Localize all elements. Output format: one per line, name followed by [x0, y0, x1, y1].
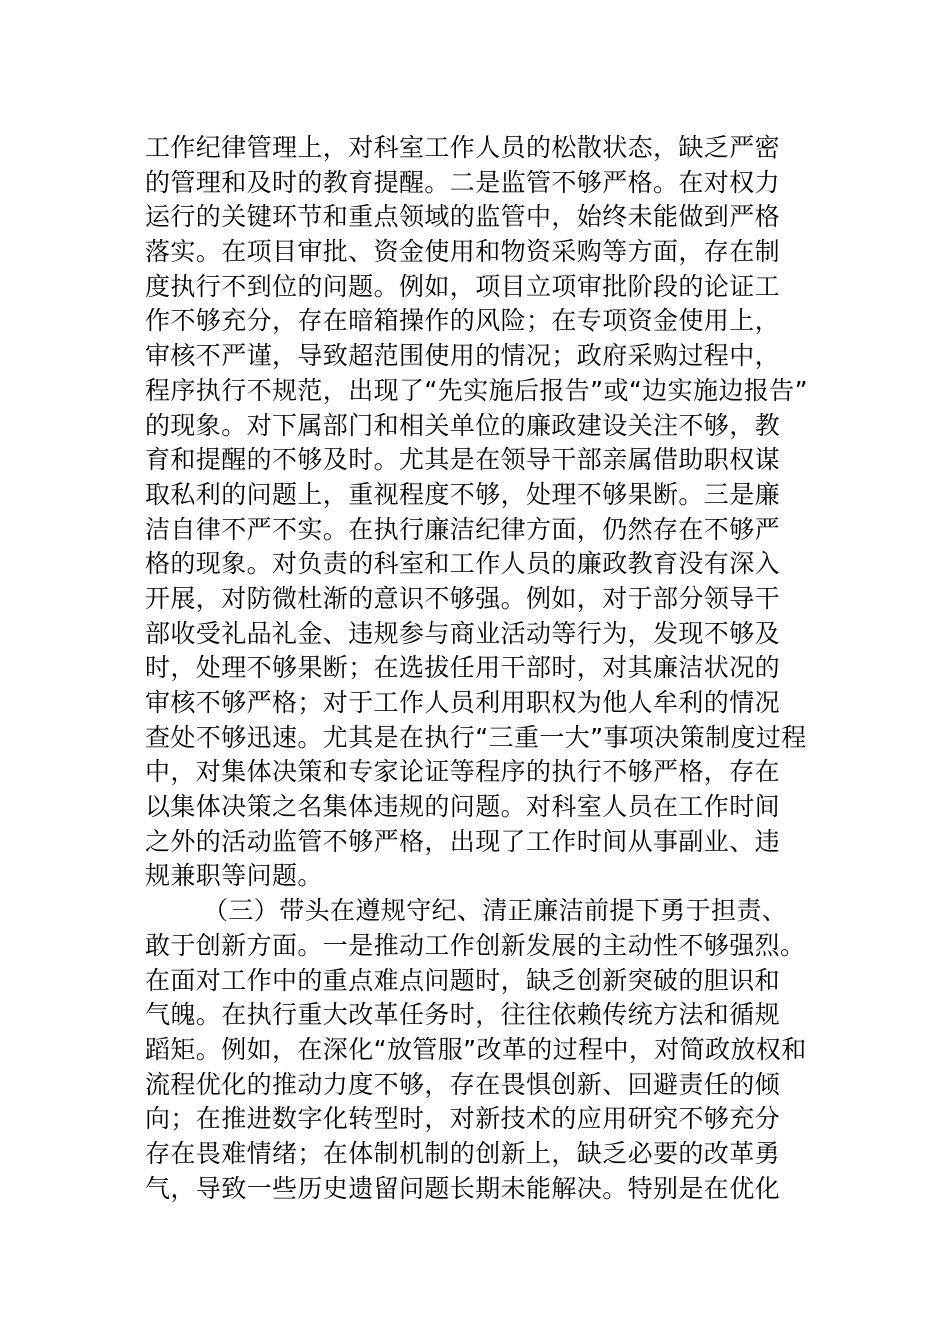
text-line: 部收受礼品礼金、违规参与商业活动等行为，发现不够及 [145, 618, 781, 648]
text-line: 蹈矩。例如，在深化“放管服”改革的过程中，对简政放权和 [145, 1034, 807, 1064]
text-line: 运行的关键环节和重点领域的监管中，始终未能做到严格 [145, 202, 781, 232]
text-line: 时，处理不够果断；在选拔任用干部时，对其廉洁状况的 [145, 653, 781, 683]
text-line: 落实。在项目审批、资金使用和物资采购等方面，存在制 [145, 237, 781, 267]
text-line: 以集体决策之名集体违规的问题。对科室人员在工作时间 [145, 792, 781, 822]
text-line: 敢于创新方面。一是推动工作创新发展的主动性不够强烈。 [145, 930, 806, 960]
section-heading-line: （三）带头在遵规守纪、清正廉洁前提下勇于担责、 [203, 896, 788, 926]
text-line: 中，对集体决策和专家论证等程序的执行不够严格，存在 [145, 757, 781, 787]
text-line: 洁自律不严不实。在执行廉洁纪律方面，仍然存在不够严 [145, 514, 781, 544]
text-line: 程序执行不规范，出现了“先实施后报告”或“边实施边报告” [145, 375, 809, 405]
text-line: 开展，对防微杜渐的意识不够强。例如，对于部分领导干 [145, 583, 781, 613]
text-line: 存在畏难情绪；在体制机制的创新上，缺乏必要的改革勇 [145, 1138, 781, 1168]
text-line: 查处不够迅速。尤其是在执行“三重一大”事项决策制度过程 [145, 722, 807, 752]
text-line: 度执行不到位的问题。例如，项目立项审批阶段的论证工 [145, 271, 781, 301]
text-line: 取私利的问题上，重视程度不够，处理不够果断。三是廉 [145, 479, 781, 509]
text-line: 之外的活动监管不够严格，出现了工作时间从事副业、违 [145, 826, 781, 856]
text-line: 审核不够严格；对于工作人员利用职权为他人牟利的情况 [145, 688, 781, 717]
text-line: 规兼职等问题。 [145, 861, 323, 891]
text-line: 在面对工作中的重点难点问题时，缺乏创新突破的胆识和 [145, 965, 781, 995]
text-line: 流程优化的推动力度不够，存在畏惧创新、回避责任的倾 [145, 1069, 781, 1099]
text-line: 的现象。对下属部门和相关单位的廉政建设关注不够，教 [145, 410, 781, 440]
text-line: 气魄。在执行重大改革任务时，往往依赖传统方法和循规 [145, 1000, 781, 1030]
body-text [145, 131, 825, 1206]
text-line: 气，导致一些历史遗留问题长期未能解决。特别是在优化 [145, 1173, 781, 1203]
text-line: 格的现象。对负责的科室和工作人员的廉政教育没有深入 [145, 549, 781, 579]
text-line: 的管理和及时的教育提醒。二是监管不够严格。在对权力 [145, 167, 781, 197]
text-line: 育和提醒的不够及时。尤其是在领导干部亲属借助职权谋 [145, 445, 781, 475]
text-line: 工作纪律管理上，对科室工作人员的松散状态，缺乏严密 [145, 133, 781, 162]
text-line: 向；在推进数字化转型时，对新技术的应用研究不够充分 [145, 1104, 781, 1134]
text-line: 审核不严谨，导致超范围使用的情况；政府采购过程中， [145, 341, 781, 371]
text-line: 作不够充分，存在暗箱操作的风险；在专项资金使用上， [145, 306, 781, 336]
